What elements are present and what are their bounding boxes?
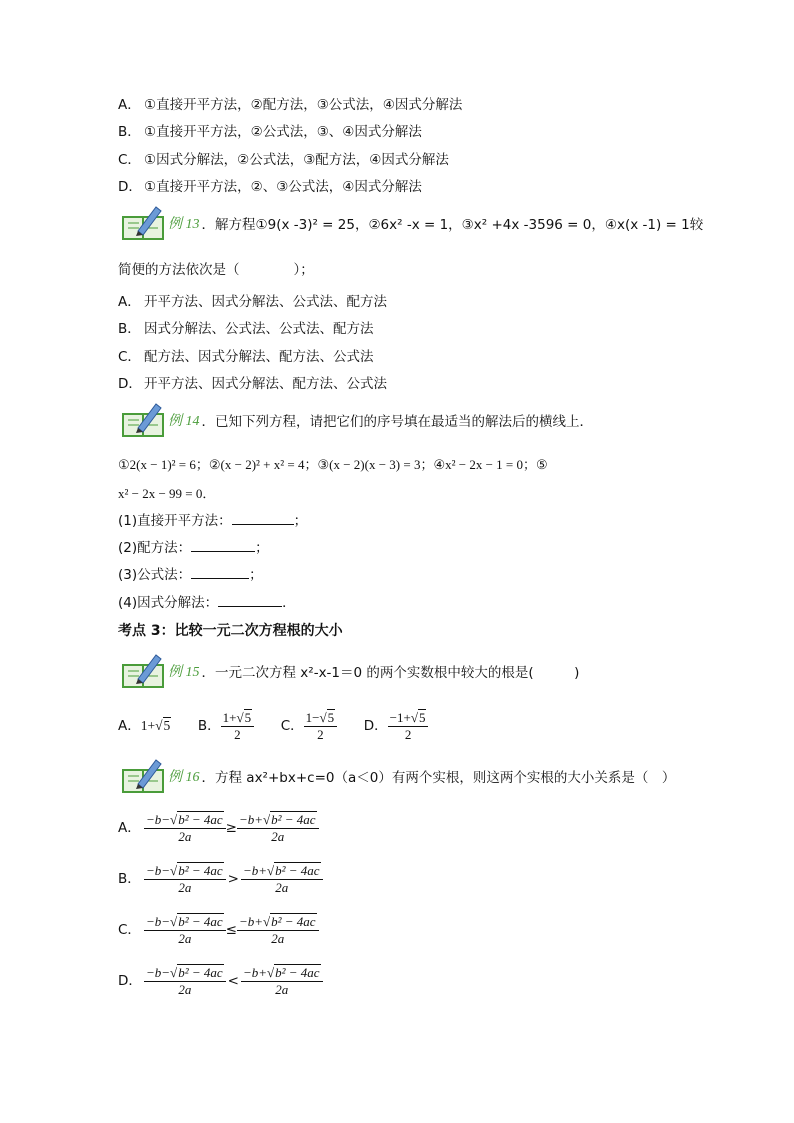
example-16-header: 例 16 ．方程 ax²+bx+c=0（a＜0）有两个实根，则这两个实根的大小关系是（ ）	[120, 756, 675, 796]
answer-blank	[191, 566, 249, 579]
example-13-text-cont: 简便的方法依次是（ ）；	[118, 262, 314, 278]
book-pencil-icon	[120, 400, 166, 440]
section-title: 考点 3：比较一元二次方程根的大小	[118, 623, 343, 639]
example-14-equations-cont: x² − 2x − 99 = 0．	[118, 486, 216, 501]
example-15-options	[118, 708, 428, 744]
option-a: A．1+√5	[118, 718, 171, 734]
option-a: A． $\frac{\text{−b−√b² − 4ac}}{2a}$ ≥ $\frac{\text{−b+√b² − 4ac}}{2a}$	[118, 810, 319, 846]
blank-line-2: (2)配方法： ；	[118, 540, 269, 556]
example-15-header: 例 15 ．一元二次方程 x²-x-1＝0 的两个实数根中较大的根是( )	[120, 651, 579, 691]
example-13-header: 例 13 ．解方程①9(x -3)² = 25，②6x² -x = 1，③x² +4x -3596 = 0，④x(x -1) = 1较	[120, 203, 703, 243]
option-d: D． $\frac{\text{−b−√b² − 4ac}}{2a}$ < $\frac{\text{−b+√b² − 4ac}}{2a}$	[118, 963, 323, 999]
answer-blank	[191, 539, 255, 552]
blank-line-4: (4)因式分解法： ．	[118, 595, 296, 611]
option-b: B． 因式分解法、公式法、公式法、配方法	[118, 321, 374, 337]
option-c: C． $\frac{\text{−b−√b² − 4ac}}{2a}$ ≤ $\frac{\text{−b+√b² − 4ac}}{2a}$	[118, 912, 319, 948]
option-d: D． ①直接开平方法，②、③公式法，④因式分解法	[118, 179, 422, 195]
answer-blank	[232, 512, 294, 525]
example-14-equations: ①2(x − 1)² = 6；②(x − 2)² + x² = 4；③(x − 2)(x − 3) = 3；④x² − 2x − 1 = 0；⑤	[118, 457, 548, 472]
example-14-header: 例 14 ．已知下列方程，请把它们的序号填在最适当的解法后的横线上．	[120, 400, 593, 440]
option-c: C． $\frac{1-√5}{2}$	[281, 718, 337, 734]
option-c: C． ①因式分解法，②公式法，③配方法，④因式分解法	[118, 152, 449, 168]
option-d: D． 开平方法、因式分解法、配方法、公式法	[118, 376, 387, 392]
option-c: C． 配方法、因式分解法、配方法、公式法	[118, 349, 374, 365]
book-pencil-icon	[120, 203, 166, 243]
blank-line-3: (3)公式法： ；	[118, 567, 263, 583]
book-pencil-icon	[120, 651, 166, 691]
option-a: A． ①直接开平方法，②配方法，③公式法，④因式分解法	[118, 97, 463, 113]
answer-blank	[218, 594, 282, 607]
option-b: B． $\frac{1+√5}{2}$	[198, 718, 254, 734]
option-b: B． $\frac{\text{−b−√b² − 4ac}}{2a}$ > $\frac{\text{−b+√b² − 4ac}}{2a}$	[118, 861, 323, 897]
option-b: B． ①直接开平方法，②公式法，③、④因式分解法	[118, 124, 422, 140]
blank-line-1: (1)直接开平方法： ；	[118, 513, 308, 529]
option-d: D． $\frac{-1+√5}{2}$	[364, 718, 429, 734]
option-a: A． 开平方法、因式分解法、公式法、配方法	[118, 294, 387, 310]
book-pencil-icon	[120, 756, 166, 796]
